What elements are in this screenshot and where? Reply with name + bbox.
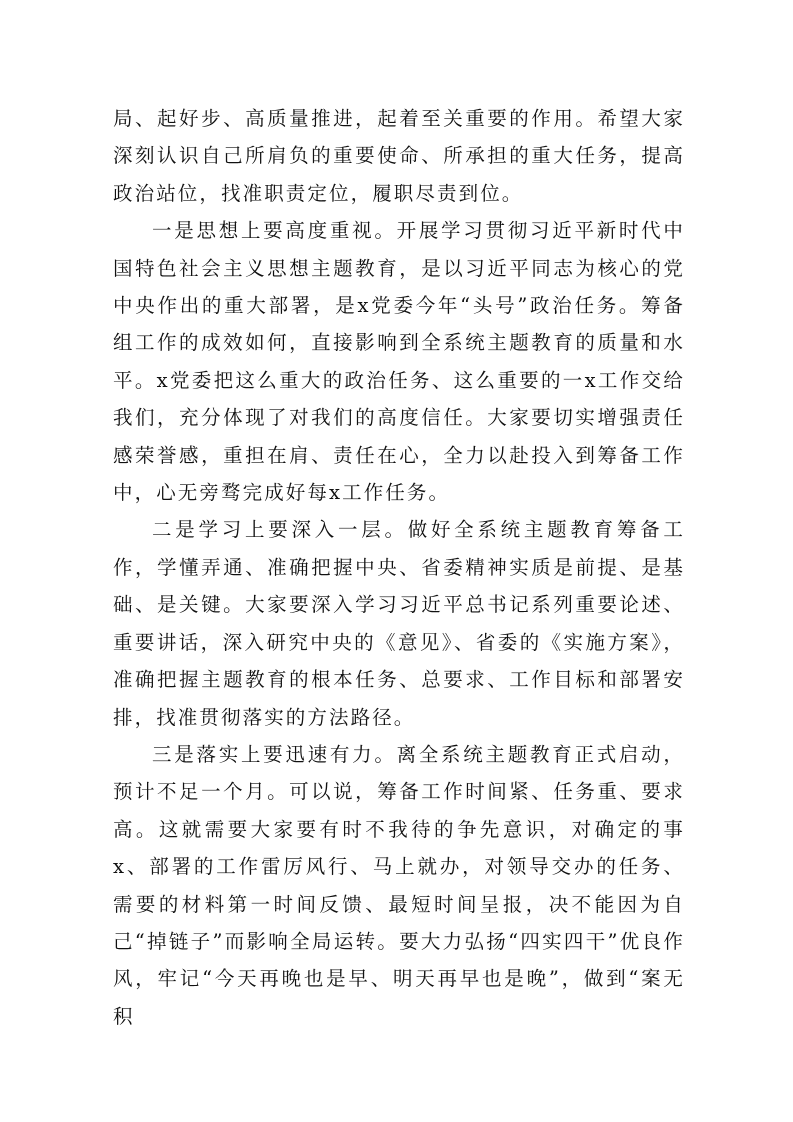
- paragraph-continuation: 局、起好步、高质量推进，起着至关重要的作用。希望大家深刻认识自己所肩负的重要使命、所承担的重大任务，提高政治站位，找准职责定位，履职尽责到位。: [113, 107, 685, 205]
- paragraph-study-deeper: 二是学习上要深入一层。做好全系统主题教育筹备工作，学懂弄通、准确把握中央、省委精神实质是前提、是基础、是关键。大家要深入学习习近平总书记系列重要论述、重要讲话，深入研究中央的《意见》、省委的《实施方案》，准确把握主题教育的根本任务、总要求、工作目标和部署安排，找准贯彻落实的方法路径。: [113, 518, 685, 729]
- document-body: [113, 100, 685, 1035]
- paragraph-swift-implementation: 三是落实上要迅速有力。离全系统主题教育正式启动，预计不足一个月。可以说，筹备工作时间紧、任务重、要求高。这就需要大家要有时不我待的争先意识，对确定的事x、部署的工作雷厉风行、马上就办，对领导交办的任务、需要的材料第一时间反馈、最短时间呈报，决不能因为自己“掉链子”而影响全局运转。要大力弘扬“四实四干”优良作风，牢记“今天再晚也是早、明天再早也是晚”，做到“案无积: [113, 742, 685, 1028]
- paragraph-ideological-emphasis: 一是思想上要高度重视。开展学习贯彻习近平新时代中国特色社会主义思想主题教育，是以习近平同志为核心的党中央作出的重大部署，是x党委今年“头号”政治任务。筹备组工作的成效如何，直接影响到全系统主题教育的质量和水平。x党委把这么重大的政治任务、这么重要的一x工作交给我们，充分体现了对我们的高度信任。大家要切实增强责任感荣誉感，重担在肩、责任在心，全力以赴投入到筹备工作中，心无旁骛完成好每x工作任务。: [113, 219, 685, 505]
